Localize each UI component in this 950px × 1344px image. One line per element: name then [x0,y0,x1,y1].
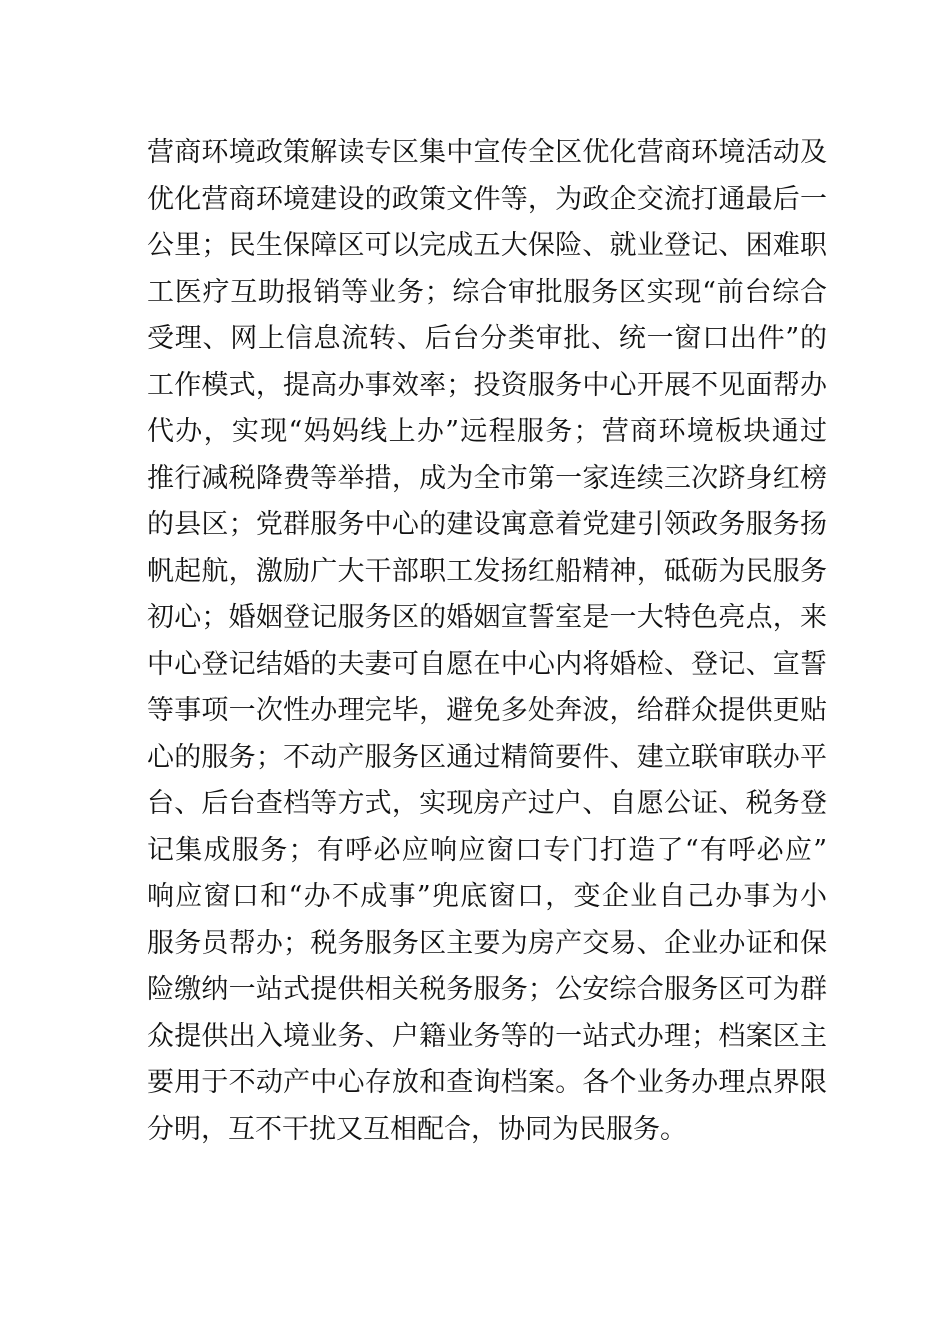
text-line-17: 响应窗口和“办不成事”兜底窗口，变企业自己办事为小 [147,881,827,912]
text-line-11: 初心；婚姻登记服务区的婚姻宣誓室是一大特色亮点，来 [147,602,827,633]
text-line-7: 代办，实现“妈妈线上办”远程服务；营商环境板块通过 [147,416,827,447]
text-line-5: 受理、网上信息流转、后台分类审批、统一窗口出件”的 [147,323,827,354]
text-line-4: 工医疗互助报销等业务；综合审批服务区实现“前台综合 [147,276,827,308]
text-line-1: 营商环境政策解读专区集中宣传全区优化营商环境活动及 [147,137,827,168]
text-line-19: 险缴纳一站式提供相关税务服务；公安综合服务区可为群 [147,974,827,1005]
text-line-6: 工作模式，提高办事效率；投资服务中心开展不见面帮办 [147,369,827,401]
text-line-10: 帆起航，激励广大干部职工发扬红船精神，砥砺为民服务 [147,555,827,587]
text-line-13: 等事项一次性办理完毕，避免多处奔波，给群众提供更贴 [147,695,827,726]
text-line-18: 服务员帮办；税务服务区主要为房产交易、企业办证和保 [147,927,827,959]
text-line-8: 推行减税降费等举措，成为全市第一家连续三次跻身红榜 [147,462,827,494]
text-line-15: 台、后台查档等方式，实现房产过户、自愿公证、税务登 [147,788,827,819]
text-line-16: 记集成服务；有呼必应响应窗口专门打造了“有呼必应” [147,834,827,866]
text-line-12: 中心登记结婚的夫妻可自愿在中心内将婚检、登记、宣誓 [147,648,827,680]
text-line-3: 公里；民生保障区可以完成五大保险、就业登记、困难职 [147,230,827,261]
text-line-9: 的县区；党群服务中心的建设寓意着党建引领政务服务扬 [147,509,827,540]
text-line-14: 心的服务；不动产服务区通过精简要件、建立联审联办平 [147,741,827,773]
text-line-22: 分明，互不干扰又互相配合，协同为民服务。 [147,1113,687,1145]
body-paragraph [147,130,827,1153]
text-line-2: 优化营商环境建设的政策文件等，为政企交流打通最后一 [147,183,827,215]
text-line-20: 众提供出入境业务、户籍业务等的一站式办理；档案区主 [147,1020,827,1052]
text-line-21: 要用于不动产中心存放和查询档案。各个业务办理点界限 [147,1067,827,1098]
